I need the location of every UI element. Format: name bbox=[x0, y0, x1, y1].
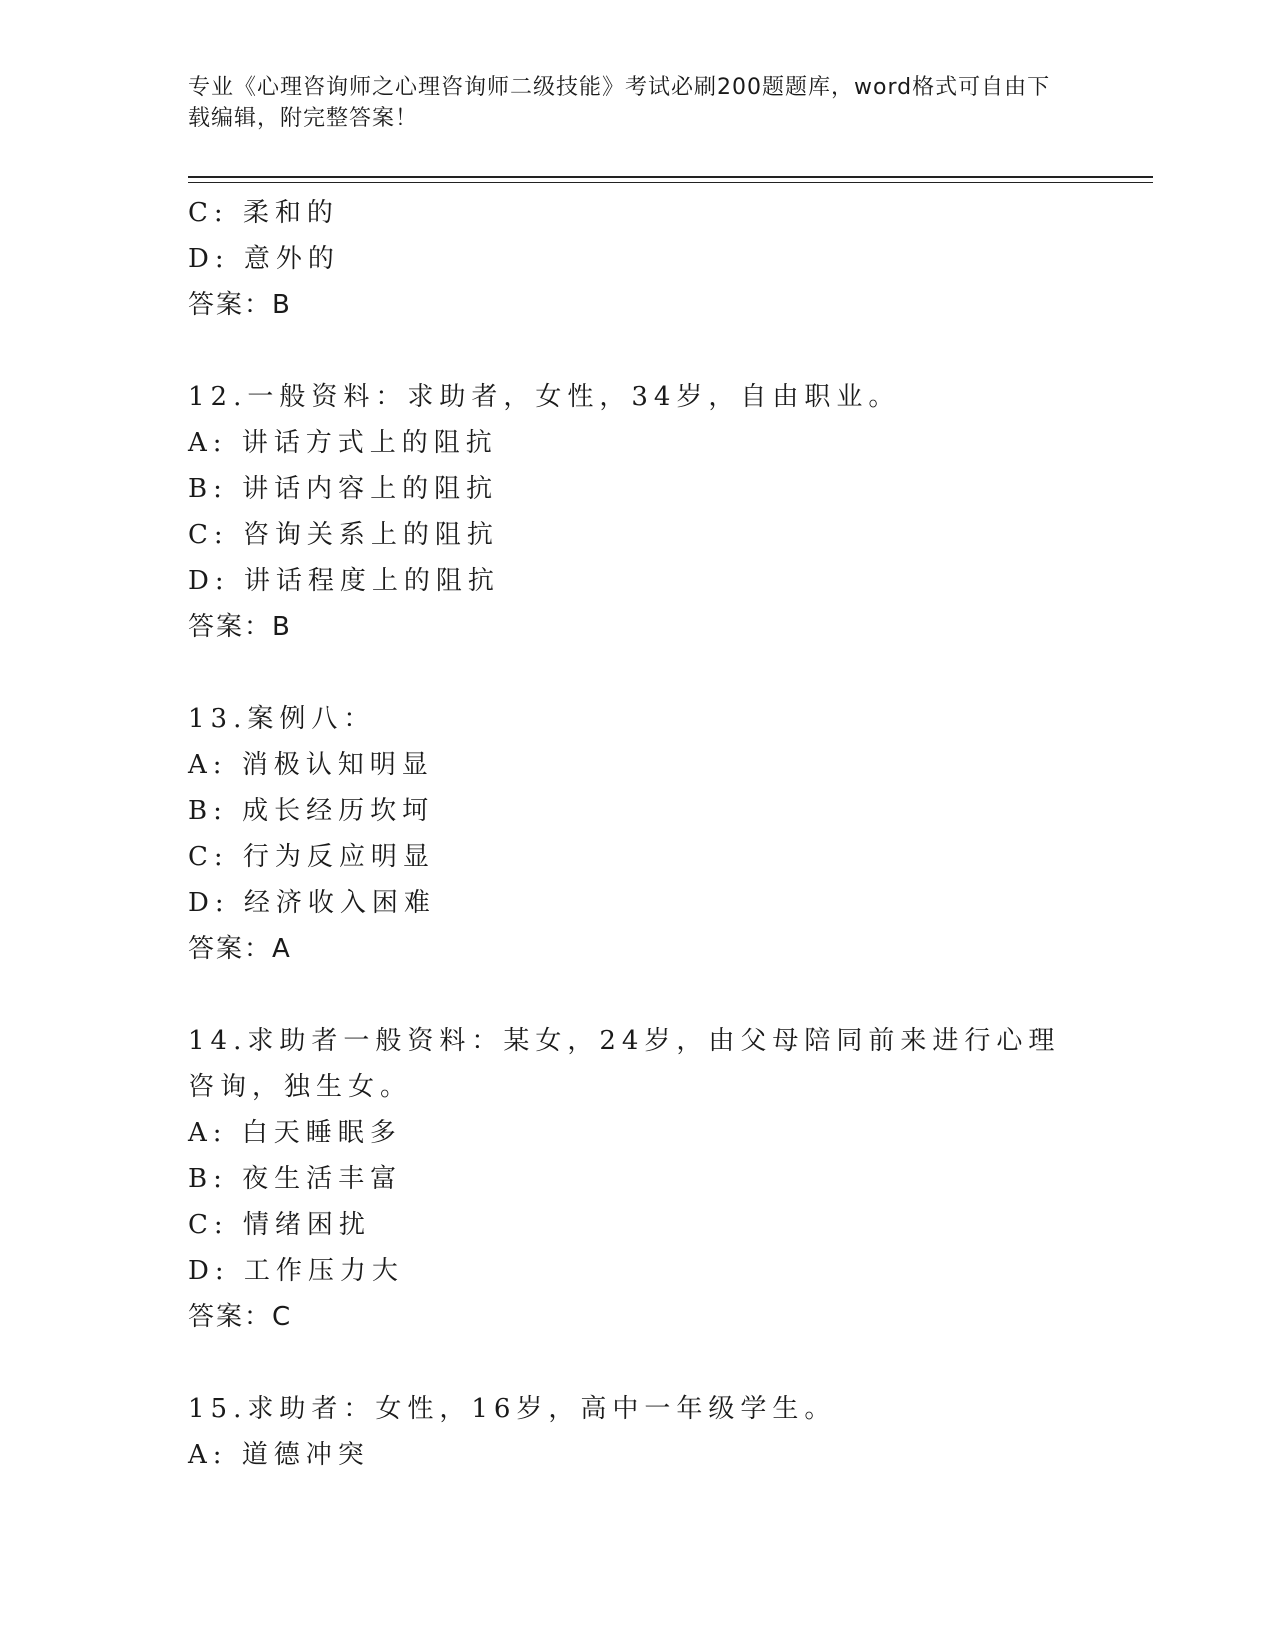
option-d: D: 经济收入困难 bbox=[188, 888, 436, 918]
option-b: B: 成长经历坎坷 bbox=[188, 796, 435, 826]
question-stem: 14.求助者一般资料：某女，24岁，由父母陪同前来进行心理咨询，独生女。 bbox=[188, 1026, 1061, 1102]
option-a: A: 消极认知明显 bbox=[188, 750, 434, 780]
option-b: B: 夜生活丰富 bbox=[188, 1164, 403, 1194]
question-stem: 13.案例八： bbox=[188, 704, 376, 734]
question-list bbox=[188, 190, 1148, 1478]
option-d: D: 工作压力大 bbox=[188, 1256, 404, 1286]
answer: 答案：A bbox=[188, 934, 292, 964]
answer: 答案：B bbox=[188, 612, 292, 642]
option-c: C: 柔和的 bbox=[188, 198, 339, 228]
question-13 bbox=[188, 696, 1148, 972]
option-b: B: 讲话内容上的阻抗 bbox=[188, 474, 499, 504]
question-14 bbox=[188, 1018, 1148, 1340]
question-12 bbox=[188, 374, 1148, 650]
question-stem: 15.求助者：女性，16岁，高中一年级学生。 bbox=[188, 1394, 837, 1424]
option-c: C: 情绪困扰 bbox=[188, 1210, 371, 1240]
option-d: D: 讲话程度上的阻抗 bbox=[188, 566, 500, 596]
answer: 答案：C bbox=[188, 1302, 293, 1332]
header-rule-thin bbox=[188, 182, 1153, 183]
option-c: C: 咨询关系上的阻抗 bbox=[188, 520, 499, 550]
question-stem: 12.一般资料：求助者，女性，34岁，自由职业。 bbox=[188, 382, 901, 412]
option-c: C: 行为反应明显 bbox=[188, 842, 435, 872]
option-a: A: 道德冲突 bbox=[188, 1440, 370, 1470]
header-rule-thick bbox=[188, 176, 1153, 178]
document-header: 专业《心理咨询师之心理咨询师二级技能》考试必刷200题题库，word格式可自由下载编辑，附完整答案！ bbox=[188, 75, 1051, 131]
answer: 答案：B bbox=[188, 290, 292, 320]
question-11-continued bbox=[188, 190, 1148, 328]
option-a: A: 白天睡眠多 bbox=[188, 1118, 402, 1148]
question-15 bbox=[188, 1386, 1148, 1478]
option-a: A: 讲话方式上的阻抗 bbox=[188, 428, 498, 458]
option-d: D: 意外的 bbox=[188, 244, 340, 274]
